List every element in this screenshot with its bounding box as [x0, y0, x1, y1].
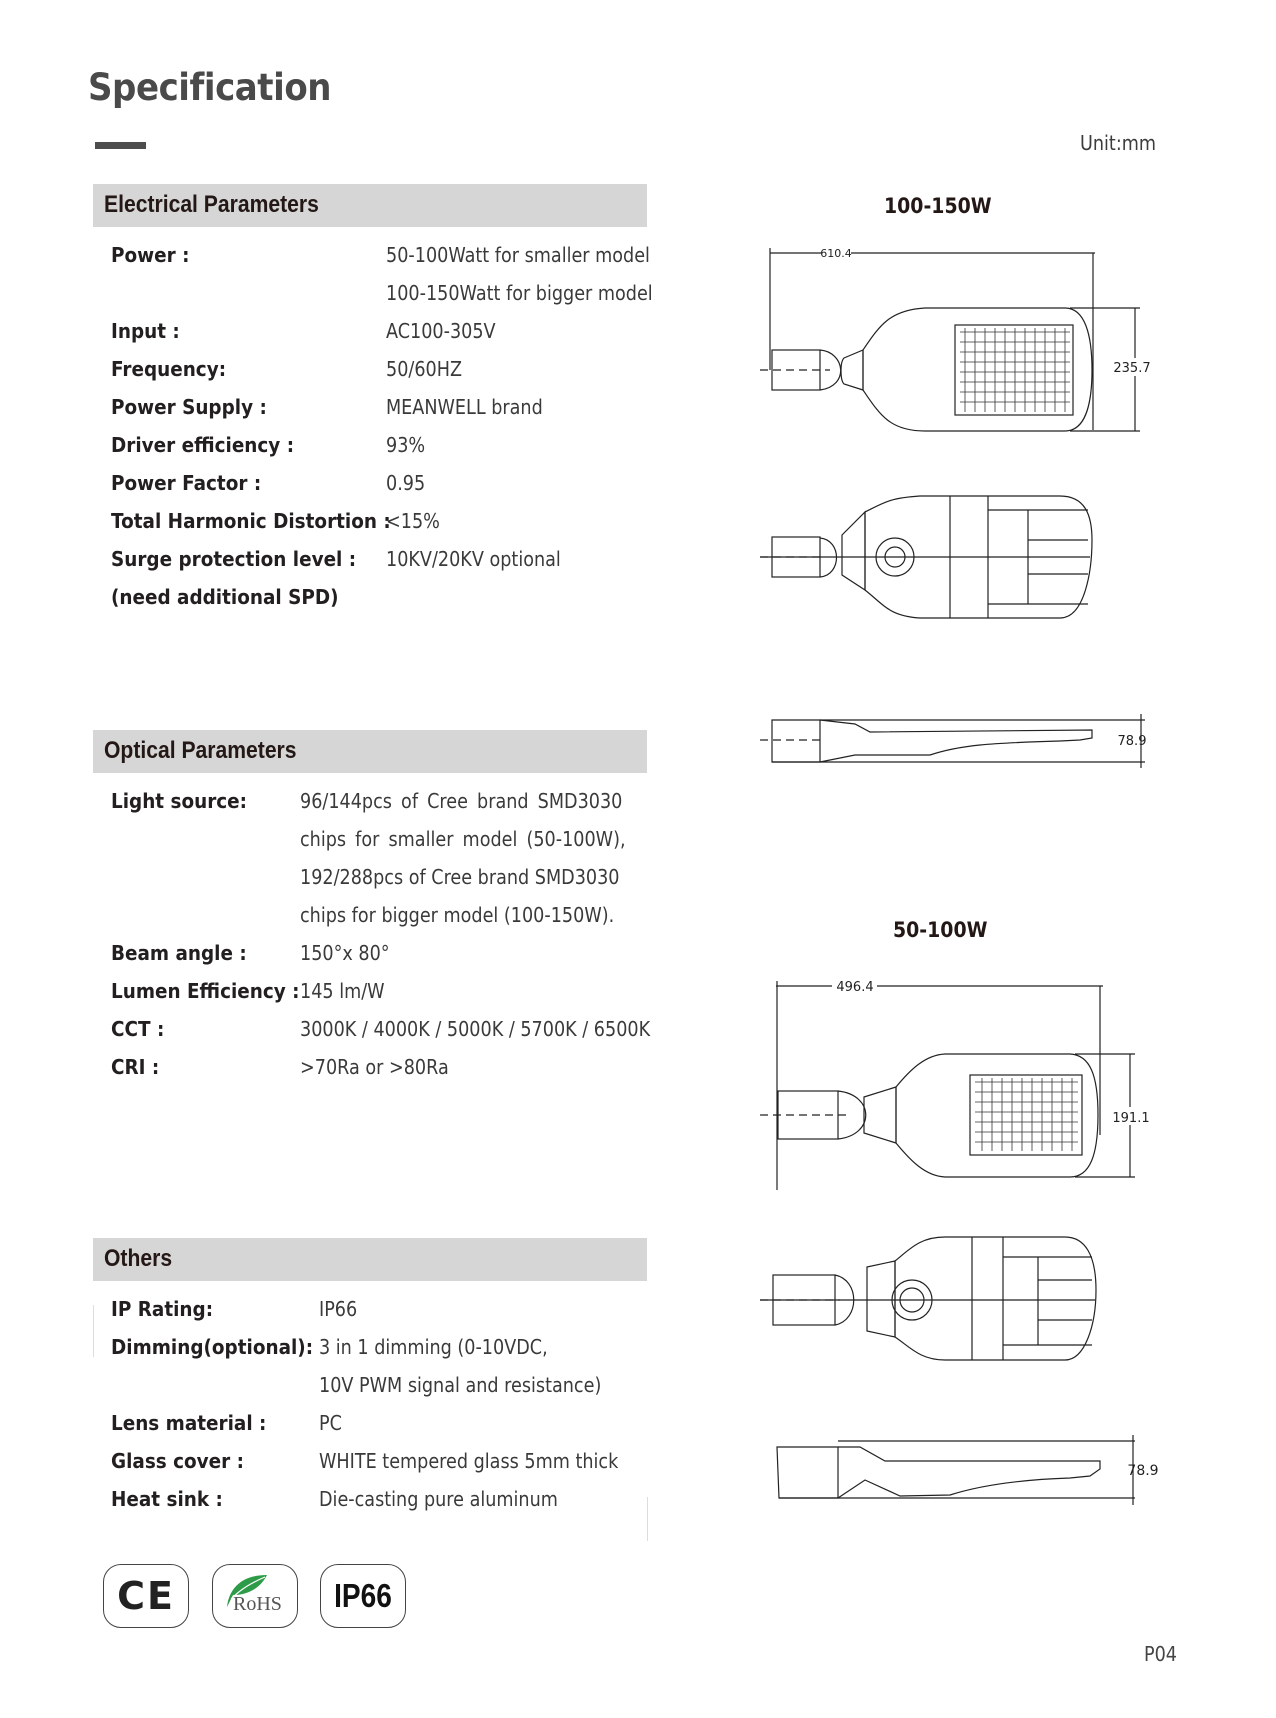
dimension-length: 610.4	[820, 247, 852, 260]
spec-label: Power Supply :	[111, 395, 267, 419]
rohs-label: RoHS	[233, 1593, 282, 1615]
spec-value: MEANWELL brand	[386, 395, 543, 419]
spec-value: 93%	[386, 433, 426, 457]
spec-label: Heat sink :	[111, 1487, 223, 1511]
page-title: Specification	[88, 66, 332, 109]
spec-label: CRI :	[111, 1055, 160, 1079]
ip66-badge	[320, 1564, 406, 1628]
title-underline	[95, 142, 146, 149]
spec-value: 145 lm/W	[300, 979, 385, 1003]
spec-value: WHITE tempered glass 5mm thick	[319, 1449, 619, 1473]
small-model-drawing	[760, 975, 1180, 1515]
spec-value: 3 in 1 dimming (0-10VDC,	[319, 1335, 548, 1359]
unit-label: Unit:mm	[1080, 131, 1157, 155]
spec-label: Frequency:	[111, 357, 227, 381]
spec-label: Lumen Efficiency :	[111, 979, 300, 1003]
spec-value: >70Ra or >80Ra	[300, 1055, 449, 1079]
dimension-width: 191.1	[1112, 1111, 1150, 1126]
spec-value: 0.95	[386, 471, 426, 495]
dimension-height: 78.9	[1117, 734, 1147, 749]
small-model-title: 50-100W	[893, 918, 988, 942]
spec-label: Dimming(optional):	[111, 1335, 314, 1359]
rohs-badge	[212, 1564, 298, 1628]
spec-value: AC100-305V	[386, 319, 496, 343]
spec-label: Surge protection level :	[111, 547, 357, 571]
spec-label: Lens material :	[111, 1411, 267, 1435]
large-model-drawing	[760, 240, 1180, 800]
spec-value: 50-100Watt for smaller model	[386, 243, 650, 267]
spec-label: Light source:	[111, 789, 248, 813]
divider	[647, 1497, 648, 1541]
spec-label: (need additional SPD)	[111, 585, 339, 609]
spec-value: chips for bigger model (100-150W).	[300, 903, 615, 927]
spec-value: PC	[319, 1411, 342, 1435]
spec-value: chips for smaller model (50-100W),	[300, 827, 626, 851]
spec-value: 10KV/20KV optional	[386, 547, 561, 571]
spec-value: IP66	[319, 1297, 358, 1321]
dimension-height: 78.9	[1127, 1463, 1159, 1479]
dimension-width: 235.7	[1113, 361, 1151, 376]
spec-label: Input :	[111, 319, 180, 343]
ce-mark-icon: CE	[117, 1574, 175, 1618]
spec-label: IP Rating:	[111, 1297, 214, 1321]
page-number: P04	[1144, 1642, 1178, 1666]
section-title: Others	[104, 1245, 173, 1272]
spec-value: <15%	[386, 509, 440, 533]
spec-value: 100-150Watt for bigger model	[386, 281, 653, 305]
spec-label: Beam angle :	[111, 941, 247, 965]
spec-label: Power :	[111, 243, 190, 267]
others-header	[93, 1238, 647, 1281]
spec-label: Total Harmonic Distortion :	[111, 509, 391, 533]
spec-label: Driver efficiency :	[111, 433, 295, 457]
section-title: Electrical Parameters	[104, 191, 319, 218]
spec-value: 96/144pcs of Cree brand SMD3030	[300, 789, 623, 813]
spec-value: 192/288pcs of Cree brand SMD3030	[300, 865, 620, 889]
divider	[93, 1305, 94, 1357]
spec-label: Glass cover :	[111, 1449, 244, 1473]
section-title: Optical Parameters	[104, 737, 297, 764]
spec-label: Power Factor :	[111, 471, 262, 495]
optical-parameters-header	[93, 730, 647, 773]
spec-value: Die-casting pure aluminum	[319, 1487, 558, 1511]
large-model-title: 100-150W	[884, 194, 992, 218]
dimension-length: 496.4	[836, 980, 874, 995]
spec-value: 50/60HZ	[386, 357, 463, 381]
spec-value: 10V PWM signal and resistance)	[319, 1373, 602, 1397]
electrical-parameters-header	[93, 184, 647, 227]
spec-value: 3000K / 4000K / 5000K / 5700K / 6500K	[300, 1017, 651, 1041]
spec-value: 150°x 80°	[300, 941, 390, 965]
spec-label: CCT :	[111, 1017, 165, 1041]
ce-badge	[103, 1564, 189, 1628]
ip66-label: IP66	[334, 1577, 392, 1614]
